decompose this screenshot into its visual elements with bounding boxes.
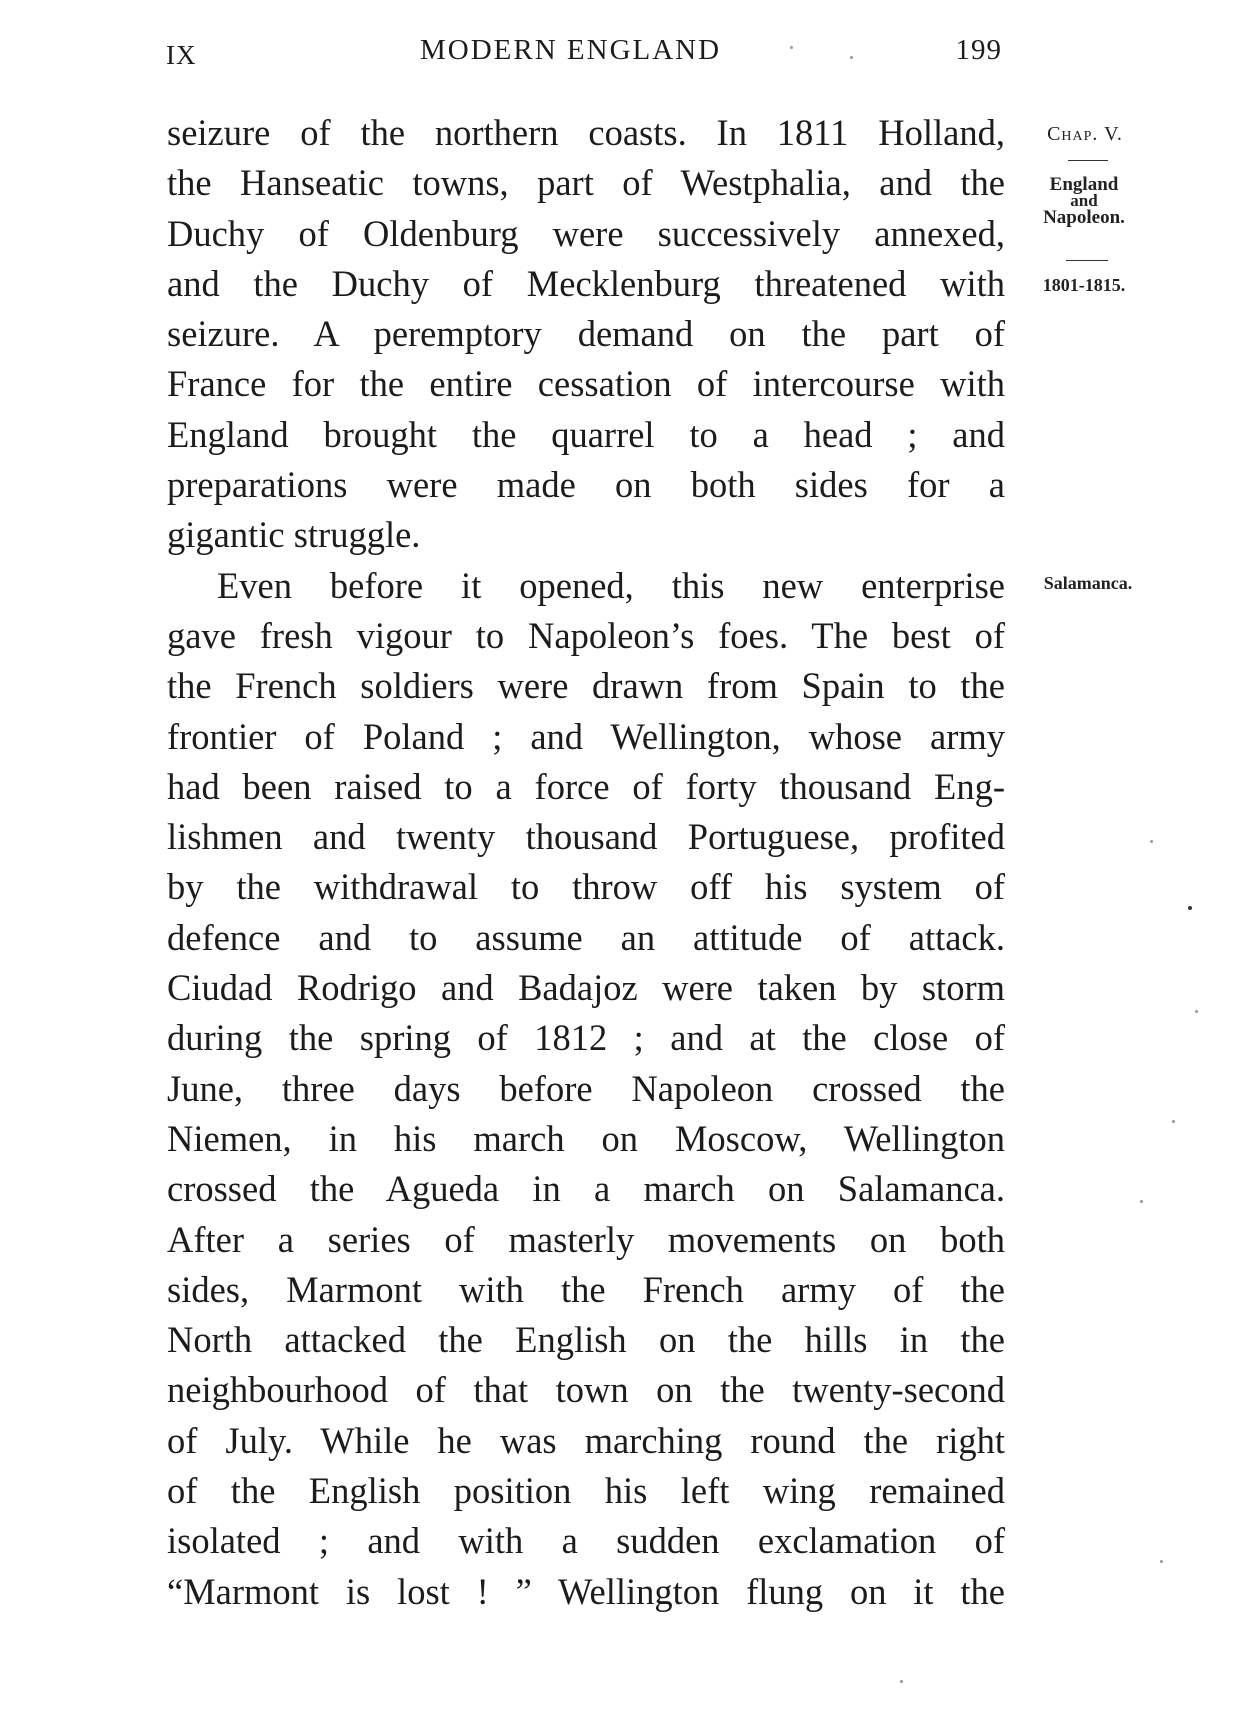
scan-speck <box>900 1680 903 1683</box>
text-line: defence and to assume an attitude of attack. <box>167 916 1005 958</box>
text-line: preparations were made on both sides for a <box>167 464 1005 506</box>
text-line: seizure of the northern coasts. In 1811 Holland, <box>167 112 1005 153</box>
text-line: England brought the quarrel to a head ; and <box>167 413 1005 455</box>
text-line: isolated ; and with a sudden exclamation of <box>167 1520 1005 1562</box>
sidenote-topic-line: England <box>1049 174 1119 195</box>
sidenote-divider <box>1066 260 1108 261</box>
sidenote-dates: 1801-1815. <box>1042 275 1126 295</box>
text-line: had been raised to a force of forty thousand Eng- <box>167 765 1005 807</box>
sidenote-topic <box>1028 174 1140 228</box>
scan-speck <box>1150 840 1153 843</box>
text-line: June, three days before Napoleon crossed the <box>167 1067 1005 1109</box>
scan-speck <box>1140 1200 1143 1203</box>
text-line: during the spring of 1812 ; and at the close of <box>167 1017 1005 1059</box>
scan-speck <box>1172 1120 1175 1123</box>
scan-speck <box>1195 1010 1198 1013</box>
sidenote-salamanca: Salamanca. <box>1043 573 1133 593</box>
text-line: frontier of Poland ; and Wellington, whose army <box>167 715 1005 757</box>
text-line: Ciudad Rodrigo and Badajoz were taken by storm <box>167 967 1005 1009</box>
sidenote-chapter <box>1030 124 1140 144</box>
text-line: gave fresh vigour to Napoleon’s foes. The best of <box>167 614 1005 656</box>
text-line: gigantic struggle. <box>167 514 421 556</box>
running-title: MODERN ENGLAND <box>420 34 722 66</box>
text-line: After a series of masterly movements on both <box>167 1218 1005 1260</box>
text-line: the French soldiers were drawn from Spain to the <box>167 665 1005 707</box>
text-line: and the Duchy of Mecklenburg threatened with <box>167 262 1005 304</box>
sidenote-divider <box>1068 160 1108 161</box>
text-line: North attacked the English on the hills in the <box>167 1319 1005 1361</box>
text-line: the Hanseatic towns, part of Westphalia, and the <box>167 162 1005 204</box>
page-header <box>160 34 1012 78</box>
text-line: crossed the Agueda in a march on Salamanca. <box>167 1168 1005 1210</box>
text-line: of the English position his left wing remained <box>167 1470 1005 1512</box>
text-line: France for the entire cessation of intercourse with <box>167 363 1005 405</box>
text-line: Even before it opened, this new enterprise <box>217 564 1005 606</box>
scan-speck <box>1160 1560 1163 1563</box>
sidenote-chapter-value: V. <box>1104 123 1123 145</box>
text-line: Duchy of Oldenburg were successively annexed, <box>167 212 1005 254</box>
sidenote-chapter-prefix: Chap. <box>1047 123 1099 145</box>
body-text <box>167 108 1005 1617</box>
text-line: sides, Marmont with the French army of the <box>167 1268 1005 1310</box>
text-line: “Marmont is lost ! ” Wellington flung on it the <box>167 1570 1005 1612</box>
scan-speck <box>790 46 793 49</box>
sidenote-topic-line: Napoleon. <box>1043 207 1125 228</box>
text-line: neighbourhood of that town on the twenty-second <box>167 1369 1005 1411</box>
text-line: lishmen and twenty thousand Portuguese, profited <box>167 816 1005 858</box>
text-line: by the withdrawal to throw off his system of <box>167 866 1005 908</box>
page-number: 199 <box>955 34 1002 66</box>
text-line: of July. While he was marching round the right <box>167 1419 1005 1461</box>
text-line: seizure. A peremptory demand on the part of <box>167 313 1005 355</box>
sidenote-topic-line: and <box>1070 191 1098 210</box>
scan-speck <box>850 56 853 59</box>
scan-speck <box>1188 906 1192 910</box>
chapter-numeral: IX <box>166 40 197 70</box>
text-line: Niemen, in his march on Moscow, Wellington <box>167 1117 1005 1159</box>
